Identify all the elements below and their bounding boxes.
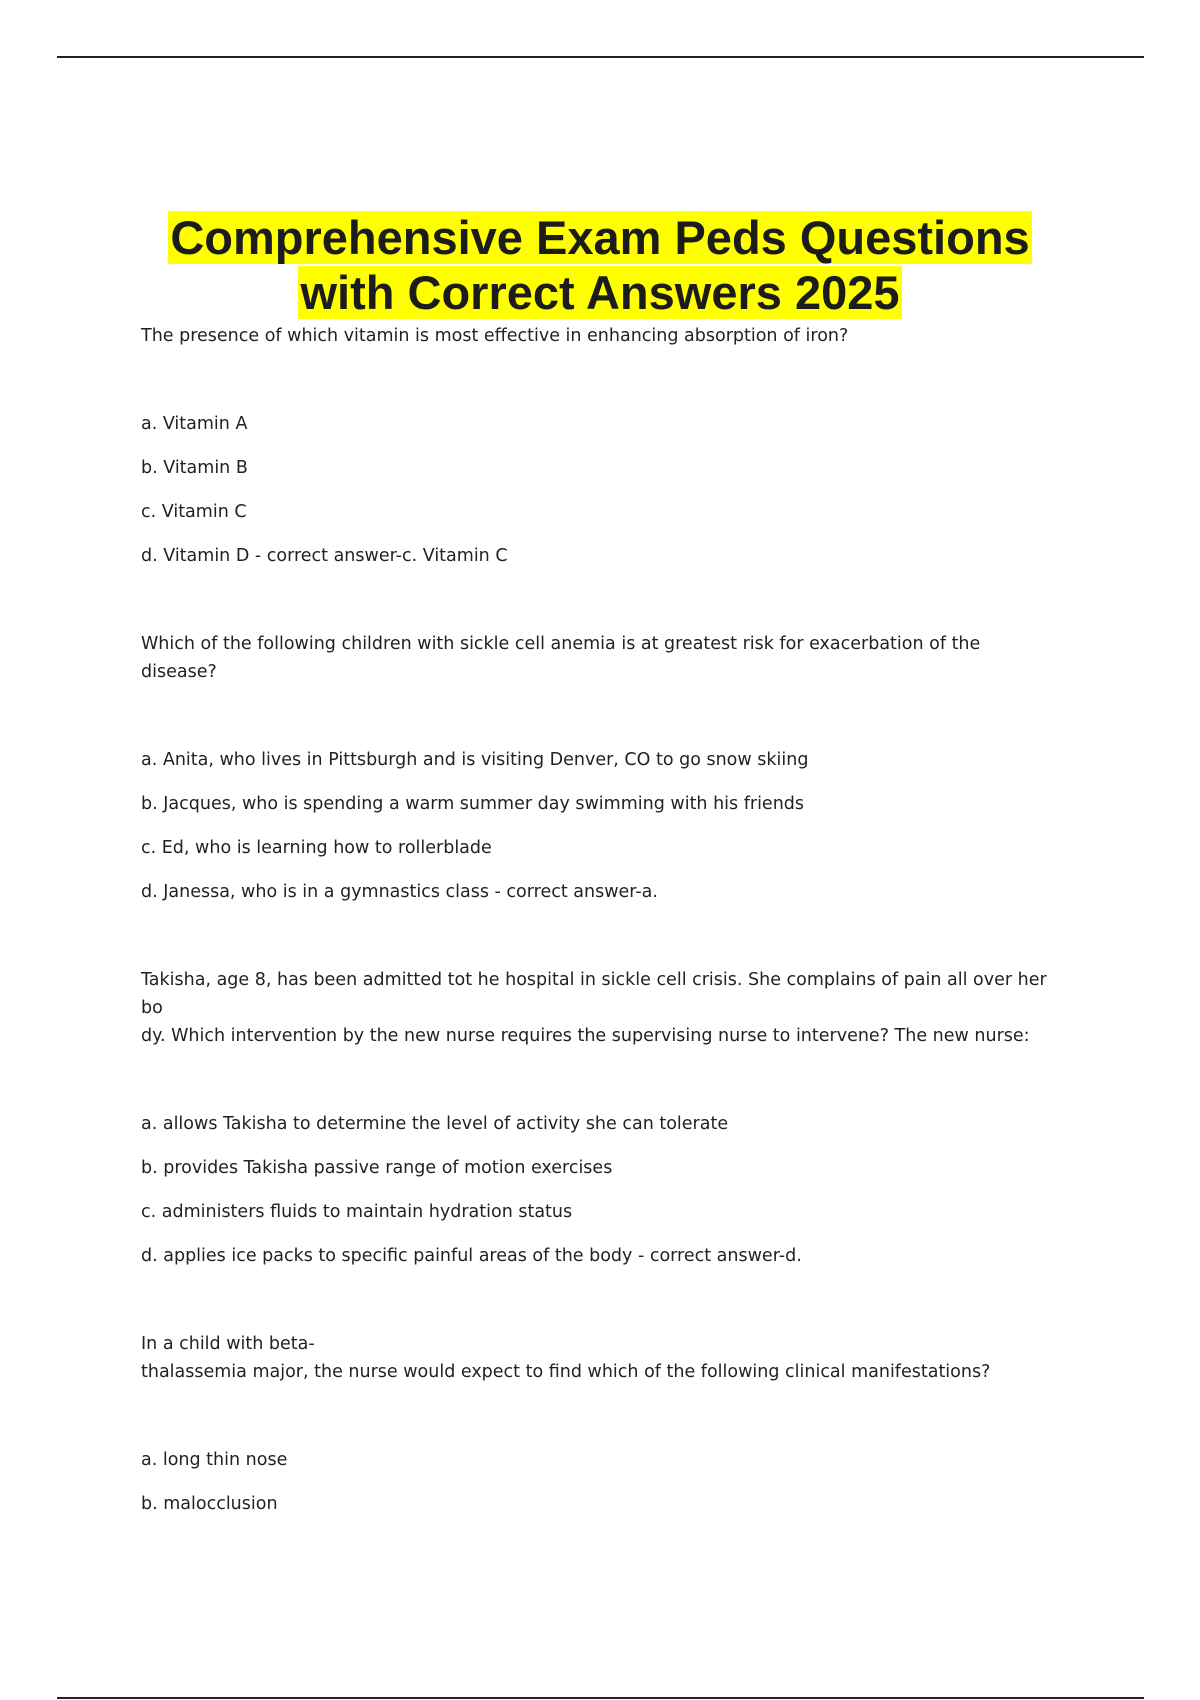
bottom-rule xyxy=(57,1697,1144,1699)
answer-option: d. Janessa, who is in a gymnastics class - correct answer-a. xyxy=(141,882,658,902)
answer-option: b. provides Takisha passive range of motion exercises xyxy=(141,1158,613,1178)
question-list xyxy=(141,322,1061,1534)
answer-option: b. Jacques, who is spending a warm summer day swimming with his friends xyxy=(141,794,805,814)
question-block xyxy=(141,630,1061,906)
question-stem-line: In a child with beta- xyxy=(141,1334,315,1354)
top-rule xyxy=(57,56,1144,58)
question-stem xyxy=(141,630,1061,686)
answer-option: c. Vitamin C xyxy=(141,502,247,522)
question-stem-line: thalassemia major, the nurse would expect to find which of the following clinical manifestations? xyxy=(141,1362,991,1382)
answer-option: a. allows Takisha to determine the level of activity she can tolerate xyxy=(141,1114,729,1134)
question-stem-line: The presence of which vitamin is most effective in enhancing absorption of iron? xyxy=(141,326,849,346)
question-stem-line: Takisha, age 8, has been admitted tot he hospital in sickle cell crisis. She complains of pain all over her bo xyxy=(141,970,1053,1018)
answer-option: d. applies ice packs to specific painful areas of the body - correct answer-d. xyxy=(141,1246,802,1266)
answer-option: b. malocclusion xyxy=(141,1494,278,1514)
question-block xyxy=(141,322,1061,570)
question-block xyxy=(141,1330,1061,1518)
title-line-1: Comprehensive Exam Peds Questions xyxy=(170,211,1030,264)
title-line-2: with Correct Answers 2025 xyxy=(300,266,900,319)
question-stem-line: dy. Which intervention by the new nurse requires the supervising nurse to intervene? The new nurse: xyxy=(141,1026,1030,1046)
question-stem xyxy=(141,322,1061,350)
question-stem-line: Which of the following children with sickle cell anemia is at greatest risk for exacerbation of the disease? xyxy=(141,634,986,682)
answer-option: d. Vitamin D - correct answer-c. Vitamin C xyxy=(141,546,508,566)
document-title xyxy=(0,210,1200,320)
answer-option: c. administers fluids to maintain hydration status xyxy=(141,1202,573,1222)
answer-option: a. Vitamin A xyxy=(141,414,248,434)
question-block xyxy=(141,966,1061,1270)
question-stem xyxy=(141,1330,1061,1386)
answer-option: a. long thin nose xyxy=(141,1450,288,1470)
answer-option: c. Ed, who is learning how to rollerblade xyxy=(141,838,492,858)
answer-option: a. Anita, who lives in Pittsburgh and is visiting Denver, CO to go snow skiing xyxy=(141,750,809,770)
question-stem xyxy=(141,966,1061,1050)
answer-option: b. Vitamin B xyxy=(141,458,248,478)
